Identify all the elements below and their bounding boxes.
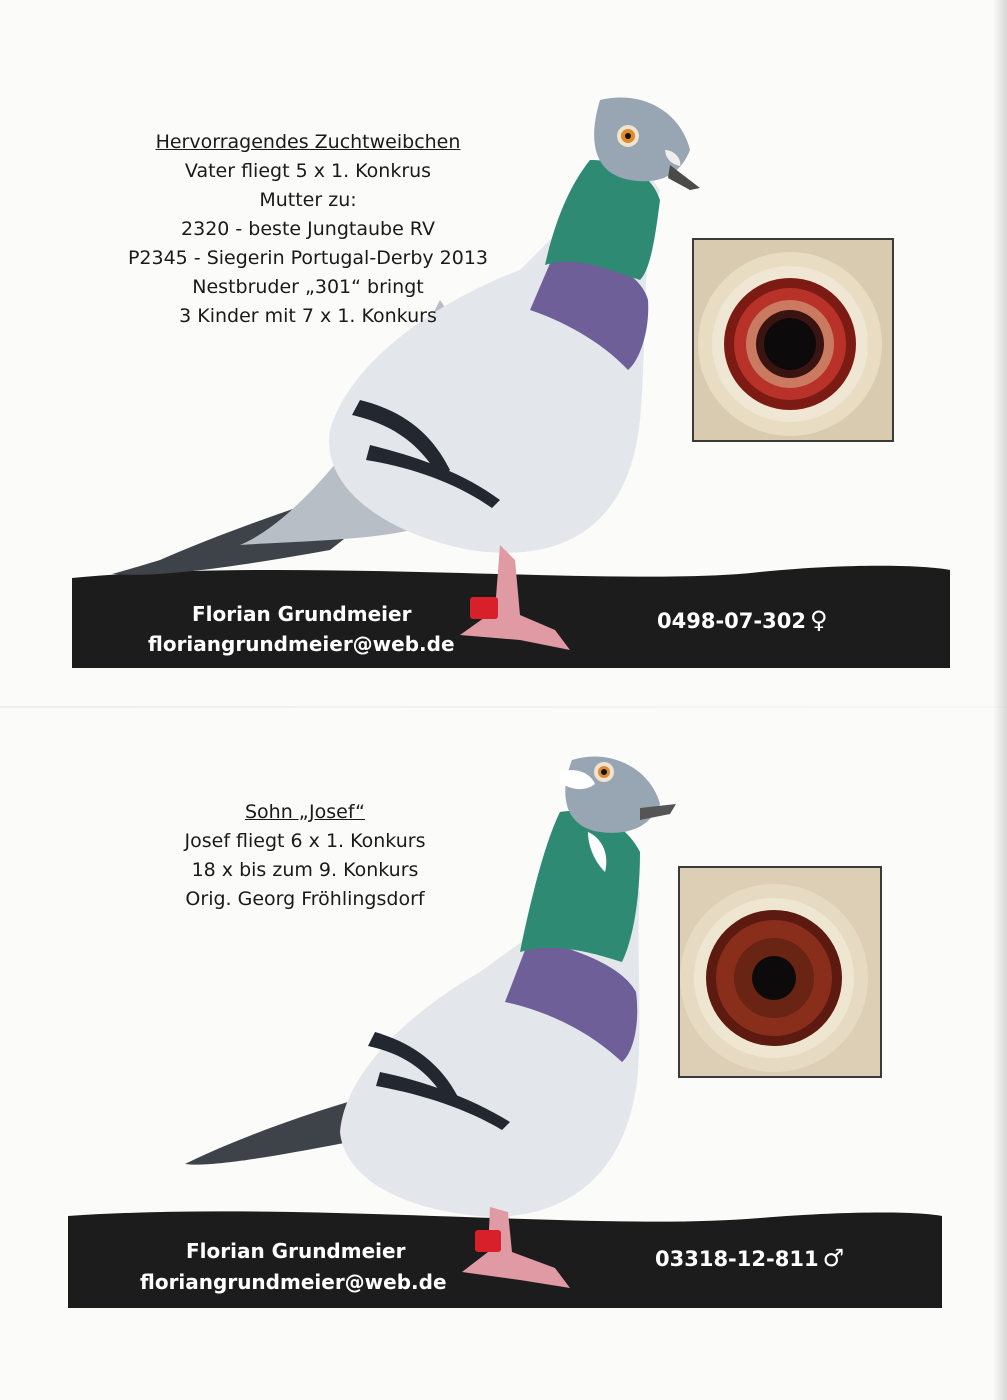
- ring-number: 0498-07-302: [657, 609, 806, 633]
- description-line: Nestbruder „301“ bringt: [192, 276, 424, 298]
- ring-number: 03318-12-811: [655, 1247, 819, 1271]
- description-line: P2345 - Siegerin Portugal-Derby 2013: [127, 247, 489, 269]
- female-symbol-icon: ♀: [809, 606, 828, 634]
- description-heading: Hervorragendes Zuchtweibchen: [155, 131, 461, 153]
- description-line: Vater fliegt 5 x 1. Konkrus: [184, 160, 432, 182]
- description-line: 18 x bis zum 9. Konkurs: [191, 859, 419, 881]
- description-line: 3 Kinder mit 7 x 1. Konkurs: [179, 305, 437, 327]
- description-heading: Sohn „Josef“: [244, 801, 366, 823]
- pigeon-card-male: [0, 712, 1007, 1400]
- description-line: 2320 - beste Jungtaube RV: [181, 218, 435, 240]
- owner-email: floriangrundmeier@web.de: [140, 1270, 447, 1294]
- page-fold-line: [0, 706, 1007, 708]
- description-line: Josef fliegt 6 x 1. Konkurs: [184, 830, 426, 852]
- male-symbol-icon: ♂: [822, 1244, 845, 1272]
- ring-number-line: [655, 1244, 844, 1272]
- pigeon-description-male: [140, 798, 470, 914]
- owner-email: floriangrundmeier@web.de: [148, 632, 455, 656]
- eye-photo-female: [692, 238, 894, 442]
- pigeon-description-female: [98, 128, 518, 331]
- eye-photo-male: [678, 866, 882, 1078]
- owner-name: Florian Grundmeier: [192, 602, 412, 626]
- description-line: Orig. Georg Fröhlingsdorf: [185, 888, 425, 910]
- owner-name: Florian Grundmeier: [186, 1239, 406, 1263]
- ring-number-line: [657, 606, 828, 634]
- description-line: Mutter zu:: [259, 189, 357, 211]
